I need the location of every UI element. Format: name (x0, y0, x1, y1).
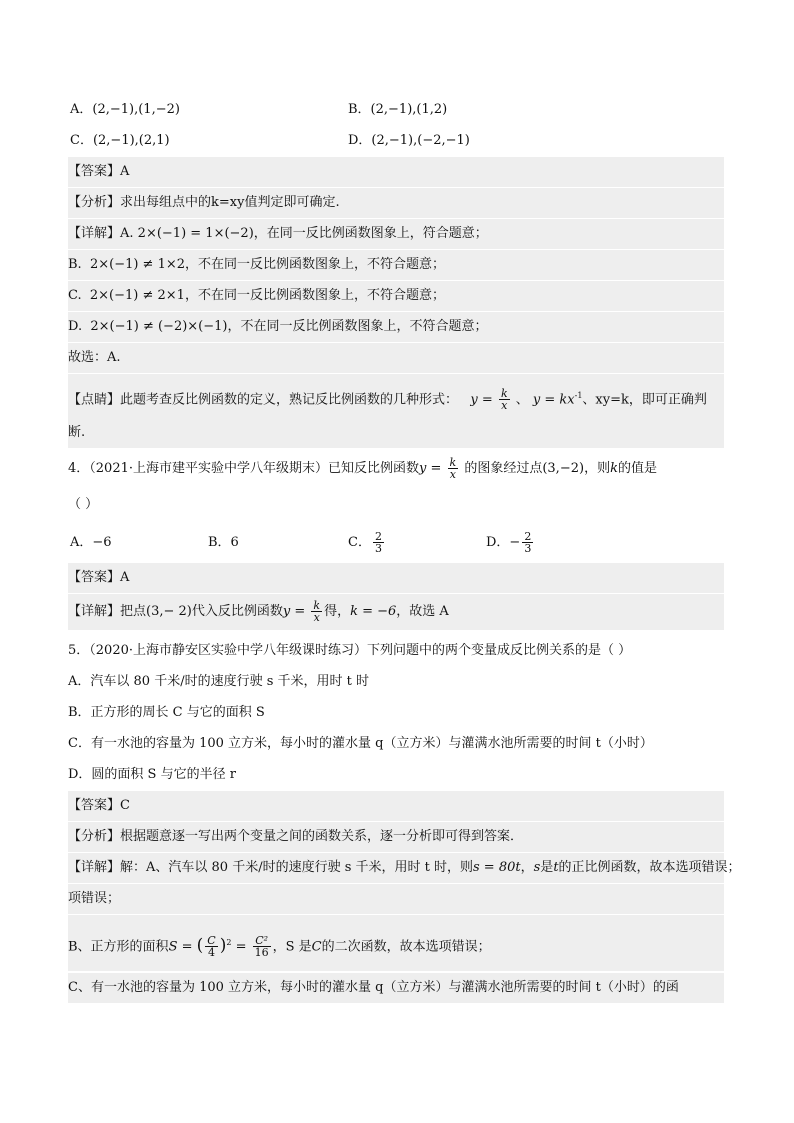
q4-option-c: C． $\frac{2}{3}$ (348, 530, 382, 555)
q5-option-b: B．正方形的周长 C 与它的面积 S (68, 705, 265, 720)
math: 2×(−1) = 1×(−2) (137, 226, 254, 241)
q4-paren: （ ） (68, 497, 99, 512)
q3-comment: 【点睛】此题考查反比例函数的定义，熟记反比例函数的几种形式： y = $\frac{k}{x}$ 、 $y = kx^{-1}$、xy=k，即可正确判 (68, 374, 724, 418)
q5-option-a: A．汽车以 80 千米/时的速度行驶 s 千米，用时 t 时 (68, 674, 369, 689)
q4-option-b: B．6 (208, 535, 239, 550)
q5-answer: 【答案】C (68, 791, 724, 821)
q3-option-b: B．(2,−1),(1,2) (348, 102, 448, 117)
math: 2×(−1) ≠ 2×1 (89, 288, 185, 303)
q4-stem: 4．（2021·上海市建平实验中学八年级期末）已知反比例函数y = $\frac{k}{x}$ 的图象经过点(3,−2)，则k的值是 (68, 456, 657, 481)
q3-detail-a: 【详解】A. 2×(−1) = 1×(−2)，在同一反比例函数图象上，符合题意； (68, 219, 724, 249)
q4-option-d: D．− $\frac{2}{3}$ (486, 530, 532, 555)
q4-answer: 【答案】A (68, 563, 724, 593)
q3-analysis: 【分析】求出每组点中的k=xy值判定即可确定. (68, 188, 724, 218)
q3-detail-d: D. 2×(−1) ≠ (−2)×(−1)，不在同一反比例函数图象上，不符合题意； (68, 312, 724, 342)
q3-options-row-2 (68, 126, 724, 156)
fraction-k-over-x: $\frac{k}{x}$ (313, 599, 321, 624)
q4-detail: 【详解】把点(3,− 2)代入反比例函数y = $\frac{k}{x}$ 得，k = −6，故选 A (68, 594, 724, 630)
q3-comment-end: 断. (68, 418, 724, 448)
q4-option-a: A．−6 (70, 535, 112, 550)
q3-option-d: D．(2,−1),(−2,−1) (348, 133, 470, 148)
q3-option-c: C．(2,−1),(2,1) (70, 133, 170, 148)
q5-option-d: D．圆的面积 S 与它的半径 r (68, 767, 236, 782)
q5-detail-a-cont: 项错误； (68, 884, 724, 914)
q3-detail-c: C. 2×(−1) ≠ 2×1，不在同一反比例函数图象上，不符合题意； (68, 281, 724, 311)
math: 2×(−1) ≠ 1×2 (89, 257, 186, 272)
q5-stem: 5．（2020·上海市静安区实验中学八年级课时练习）下列问题中的两个变量成反比例关系的是（ ） (68, 643, 632, 658)
fraction-k-over-x: $\frac{k}{x}$ (449, 456, 457, 481)
q5-detail-a: 【详解】解：A、汽车以 80 千米/时的速度行驶 s 千米，用时 t 时，则s = 80t，s是t的正比例函数，故本选项错误； (68, 853, 724, 883)
q3-option-a: A．(2,−1),(1,−2) (70, 102, 180, 117)
math: 2×(−1) ≠ (−2)×(−1) (90, 319, 228, 334)
q5-option-c: C．有一水池的容量为 100 立方米，每小时的灌水量 q（立方米）与灌满水池所需要的时间 t（小时） (68, 736, 653, 751)
q3-detail-b: B. 2×(−1) ≠ 1×2，不在同一反比例函数图象上，不符合题意； (68, 250, 724, 280)
q5-analysis: 【分析】根据题意逐一写出两个变量之间的函数关系，逐一分析即可得到答案． (68, 822, 724, 852)
q3-answer: 【答案】A (68, 157, 724, 187)
q5-detail-b: B、正方形的面积S = ( $\frac{C}{4}$ )$^2$ = $\frac{\text{C²}}{16}$ ，S 是C的二次函数，故本选项错误； (68, 915, 724, 971)
q3-options-row-1 (68, 95, 724, 125)
q4-options (68, 526, 724, 560)
fraction-k-over-x: $\frac{k}{x}$ (500, 387, 508, 413)
q3-choose: 故选：A. (68, 343, 724, 373)
q5-detail-c: C、有一水池的容量为 100 立方米，每小时的灌水量 q（立方米）与灌满水池所需要的时间 t（小时）的函 (68, 973, 724, 1003)
